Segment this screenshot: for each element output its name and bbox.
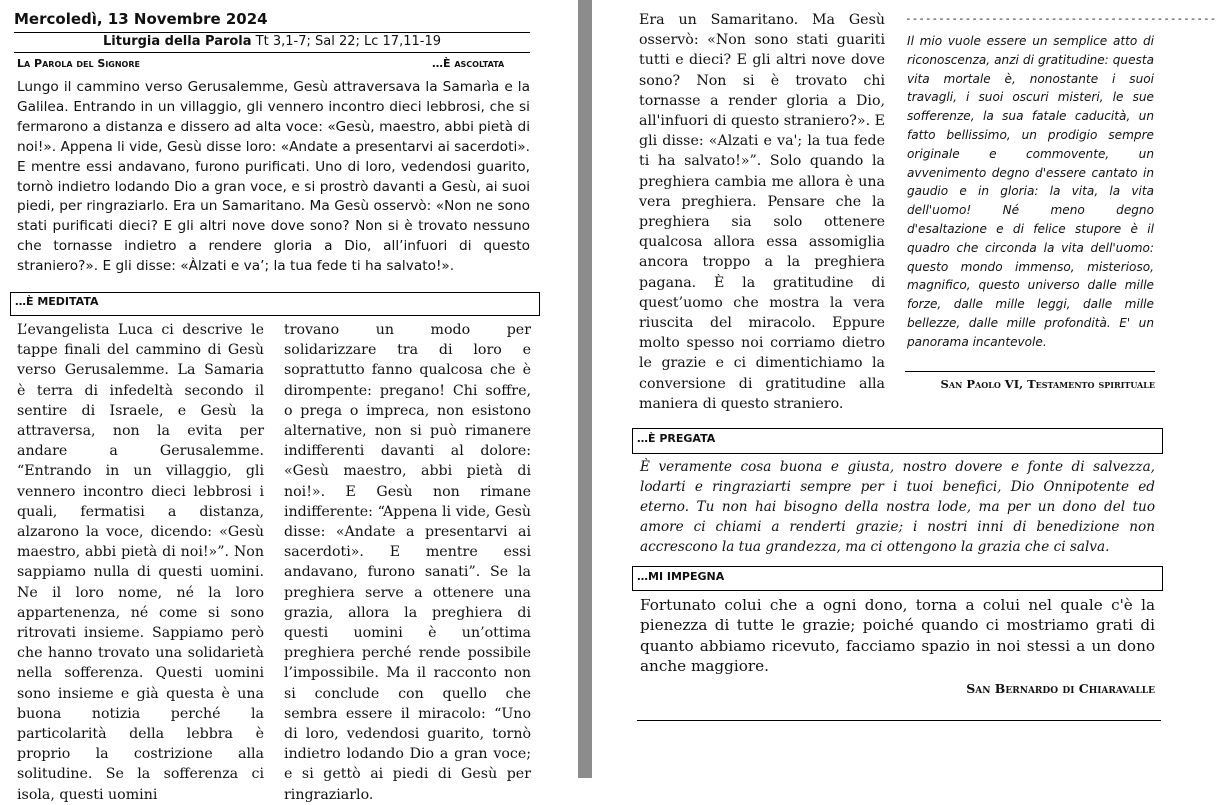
- liturgy-title: Liturgia della Parola: [103, 34, 252, 49]
- liturgy-references: Tt 3,1-7; Sal 22; Lc 17,11-19: [251, 34, 441, 49]
- header-rule: [14, 32, 530, 33]
- parola-label: La Parola del Signore: [17, 57, 140, 70]
- meditation-column-3: Era un Samaritano. Ma Gesù osservò: «Non sono stati guariti tutti e dieci? E gli altri nove dove sono? Non si è trovato chi tornasse a render gloria a Dio, all'infuori di questo straniero?». E gli disse: «Alzati e va'; la tua fede ti ha salvato!»”. Solo quando la preghiera cambia me allora è una vera preghiera. Pensare che la preghiera sia solo ottenere qualcosa allora essa assomiglia ancora troppo a la preghiera pagana. È la gratitudine di quest’uomo che mostra la vera riuscita del miracolo. Eppure molto spesso noi corriamo dietro le grazie e ci dimentichiamo la conversione di gratitudine alla maniera di questo straniero.: [639, 12, 885, 412]
- liturgy-rule: [14, 52, 530, 53]
- section-header-impegna: …MI IMPEGNA: [632, 566, 1163, 591]
- meditation-column-2: trovano un modo per solidarizzare tra di loro e soprattutto fanno qualcosa che è dirompente: pregano! Chi soffre, o prega o impreca, non esistono alternative, non si può rimanere indifferenti davanti al dolore: «Gesù maestro, abbi pietà di noi!». E Gesù non rimane indifferente: “Appena li vide, Gesù disse: «Andate a presentarvi ai sacerdoti». E mentre essi andavano, furono sanati”. Se la preghiera serve a ottenere una grazia, allora la preghiera di questi uomini è un’ottima preghiera perché rende possibile l’impossibile. Ma il racconto non si conclude con quello che sembra essere il miracolo: “Uno di loro, vedendosi guarito, tornò indietro lodando Dio a gran voce; e si gettò ai piedi di Gesù per ringraziarlo.: [284, 322, 531, 803]
- quote-separator: -----------------------------------------------: [905, 12, 1216, 25]
- bottom-rule: [637, 720, 1161, 721]
- right-page: [592, 0, 1216, 778]
- page-date: Mercoledì, 13 Novembre 2024: [14, 10, 268, 28]
- section-header-meditata: …È MEDITATA: [10, 292, 540, 316]
- prayer-text: È veramente cosa buona e giusta, nostro dovere e fonte di salvezza, lodarti e ringraziarti sempre per i tuoi benefici, Dio Onnipotente ed eterno. Tu non hai bisogno della nostra lode, ma per un dono del tuo amore ci chiami a renderti grazie; i nostri inni di benedizione non accrescono la tua grandezza, ma ci ottengono la grazia che ci salva.: [640, 459, 1155, 556]
- ascoltata-label: …È ascoltata: [432, 57, 505, 70]
- commitment-author: San Bernardo di Chiaravalle: [966, 681, 1155, 696]
- quote-rule: [905, 371, 1155, 372]
- page-gutter: [578, 0, 592, 778]
- quote-text: Il mio vuole essere un semplice atto di riconoscenza, anzi di gratitudine: questa vita mortale è, nonostante i suoi travagli, i suoi oscuri misteri, le sue sofferenze, la sua fatale caducità, un fatto bellissimo, un prodigio sempre originale e commovente, un avvenimento degno d'essere cantato in gaudio e in gloria: la vita, la vita dell'uomo! Né meno degno d'esaltazione e di felice stupore è il quadro che circonda la vita dell'uomo: questo mondo immenso, misterioso, magnifico, questo universo dalle mille forze, dalle mille leggi, dalle mille bellezze, dalle mille profondità. E' un panorama incantevole.: [907, 34, 1154, 349]
- gospel-text: Lungo il cammino verso Gerusalemme, Gesù attraversava la Samarìa e la Galilea. Entrando in un villaggio, gli vennero incontro dieci lebbrosi, che si fermarono a distanza e dissero ad alta voce: «Gesù, maestro, abbi pietà di noi!». Appena li vide, Gesù disse loro: «Andate a presentarvi ai sacerdoti». E mentre essi andavano, furono purificati. Uno di loro, vedendosi guarito, tornò indietro lodando Dio a gran voce, e si prostrò davanti a Gesù, ai suoi piedi, per ringraziarlo. Era un Samaritano. Ma Gesù osservò: «Non ne sono stati purificati dieci? E gli altri nove dove sono? Non si è trovato nessuno che tornasse indietro a rendere gloria a Dio, all’infuori di questo straniero?». E gli disse: «Àlzati e va’; la tua fede ti ha salvato!».: [17, 79, 530, 275]
- quote-author: San Paolo VI, Testamento spirituale: [940, 377, 1155, 391]
- meditation-column-1: L’evangelista Luca ci descrive le tappe finali del cammino di Gesù verso Gerusalemme. La Samaria è terra di infedeltà secondo il sentire di Israele, e Gesù la attraversa, non la evita per andare a Gerusalemme. “Entrando in un villaggio, gli vennero incontro dieci lebbrosi i quali, fermatisi a distanza, alzarono la voce, dicendo: «Gesù maestro, abbi pietà di noi!»”. Non sappiamo nulla di questi uomini. Ne il loro nome, né la loro appartenenza, né come si sono ritrovati insieme. Sappiamo però che hanno trovato una solidarietà nella sofferenza. Questi uomini sono insieme e già questa è una buona notizia perché la particolarità della lebbra è proprio la costrizione alla solitudine. Se la sofferenza ci isola, questi uomini: [17, 322, 264, 803]
- section-header-pregata: …È PREGATA: [632, 428, 1163, 454]
- liturgy-header: [14, 34, 530, 49]
- commitment-text: Fortunato colui che a ogni dono, torna a colui nel quale c'è la pienezza di tutte le grazie; poiché quando ci mostriamo grati di quanto abbiamo ricevuto, facciamo spazio in noi stessi a un dono anche maggiore.: [640, 596, 1155, 675]
- left-page: [0, 0, 578, 803]
